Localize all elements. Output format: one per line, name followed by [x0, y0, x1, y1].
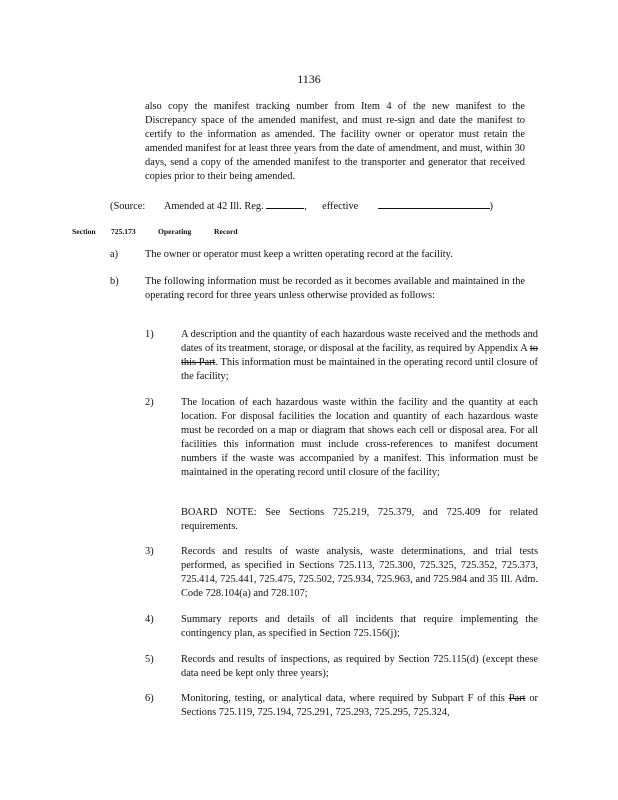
- source-close: ): [489, 201, 493, 212]
- section-number: 725.173: [111, 227, 136, 236]
- page-number: 1136: [297, 72, 321, 86]
- subitem-label-5: 5): [145, 654, 154, 665]
- section-title-2: Record: [214, 227, 238, 236]
- subitem-label-1: 1): [145, 329, 154, 340]
- subitem-label-2: 2): [145, 397, 154, 408]
- subitem-text-6: [181, 692, 538, 720]
- source-prefix: (Source:: [110, 201, 146, 212]
- section-label: Section: [72, 227, 96, 236]
- reg-blank: [266, 197, 304, 209]
- item-label-b: b): [110, 276, 119, 287]
- section-title-1: Operating: [158, 227, 192, 236]
- item-text-a: The owner or operator must keep a written operating record at the facility.: [145, 249, 453, 260]
- subitem-6-after: or Sections 725.119, 725.194, 725.291, 725.293, 725.295, 725.324,: [181, 693, 538, 718]
- subitem-1-struck: to this Part: [181, 343, 538, 368]
- effective-blank: [378, 197, 490, 209]
- subitem-1-after: . This information must be maintained in the operating record until closure of the facility;: [181, 357, 538, 382]
- subitem-1-before: A description and the quantity of each hazardous waste received and the methods and dates of its treatment, storage, or disposal at the facility, as required by Appendix A: [181, 329, 538, 354]
- subitem-text-3: Records and results of waste analysis, waste determinations, and trial tests performed, as specified in Sections 725.113, 725.300, 725.325, 725.352, 725.373, 725.414, 725.441, 725.475, 725.502, 725.934, 725.963, and 725.984 and 35 Ill. Adm. Code 728.104(a) and 728.107;: [181, 546, 538, 599]
- subitem-label-4: 4): [145, 614, 154, 625]
- subitem-text-2: The location of each hazardous waste within the facility and the quantity at each location. For disposal facilities the location and quantity of each hazardous waste must be recorded on a map or diagram that shows each cell or disposal area. For all facilities this information must include cross-references to manifest document numbers if the waste was accompanied by a manifest. This information must be maintained in the operating record until closure of the facility;: [181, 397, 538, 478]
- board-note: BOARD NOTE: See Sections 725.219, 725.379, and 725.409 for related requirements.: [181, 507, 538, 532]
- subitem-label-3: 3): [145, 546, 154, 557]
- source-note: [110, 197, 540, 214]
- subitem-text-4: Summary reports and details of all incidents that require implementing the contingency plan, as specified in Section 725.156(j);: [181, 614, 538, 639]
- intro-paragraph: also copy the manifest tracking number from Item 4 of the new manifest to the Discrepancy space of the amended manifest, and must re-sign and date the manifest to certify to the information as amended. The facility owner or operator must retain the amended manifest for at least three years from the date of amendment, and must, within 30 days, send a copy of the amended manifest to the transporter and generator that received copies prior to their being amended.: [145, 101, 525, 182]
- source-comma: ,: [304, 201, 307, 212]
- item-text-b: The following information must be recorded as it becomes available and maintained in the operating record for three years unless otherwise provided as follows:: [145, 276, 525, 301]
- subitem-6-before: Monitoring, testing, or analytical data, where required by Subpart F of this: [181, 693, 505, 704]
- item-label-a: a): [110, 249, 119, 260]
- subitem-6-struck: Part: [508, 693, 526, 704]
- subitem-text-1: [181, 328, 538, 384]
- source-effective: effective: [322, 201, 359, 212]
- subitem-label-6: 6): [145, 693, 154, 704]
- subitem-text-5: Records and results of inspections, as required by Section 725.115(d) (except these data need be kept only three years);: [181, 654, 538, 679]
- source-amended: Amended at 42 Ill. Reg.: [163, 201, 264, 212]
